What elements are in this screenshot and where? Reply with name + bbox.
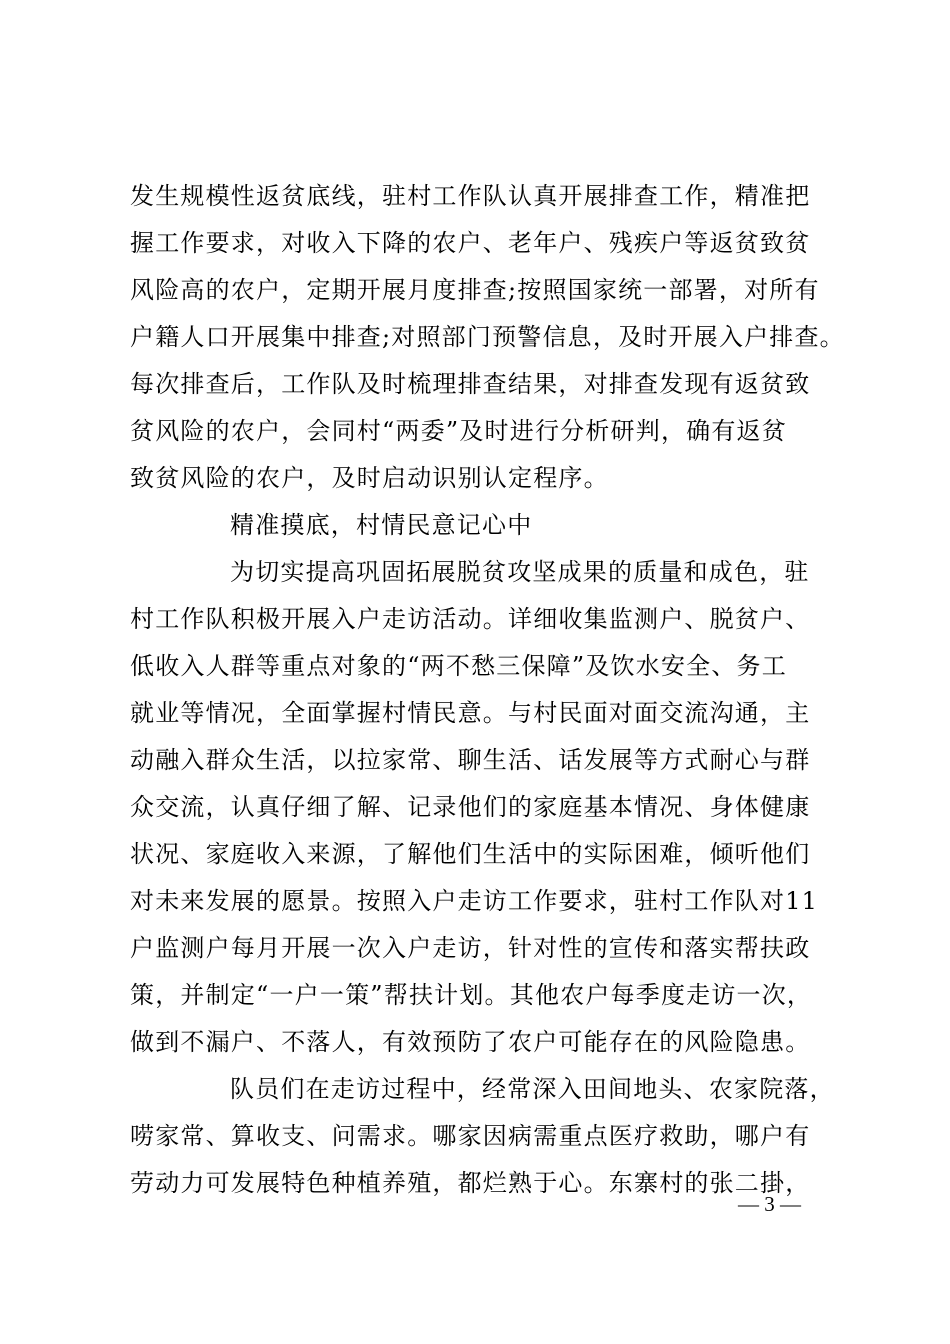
body-line-6: 贫风险的农户，会同村“两委”及时进行分析研判，确有返贫 [130, 417, 787, 445]
body-line-20: 队员们在走访过程中，经常深入田间地头、农家院落， [230, 1075, 835, 1103]
body-line-7: 致贫风险的农户，及时启动识别认定程序。 [130, 464, 609, 492]
body-line-5: 每次排查后，工作队及时梳理排查结果，对排查发现有返贫致 [130, 370, 811, 398]
body-line-18: 策，并制定“一户一策”帮扶计划。其他农户每季度走访一次， [130, 981, 813, 1009]
body-line-3: 风险高的农户，定期开展月度排查;按照国家统一部署，对所有 [130, 276, 820, 304]
body-line-16: 对未来发展的愿景。按照入户走访工作要求，驻村工作队对11 [130, 887, 819, 915]
body-line-9: 为切实提高巩固拓展脱贫攻坚成果的质量和成色，驻 [230, 558, 810, 586]
body-line-4: 户籍人口开展集中排查;对照部门预警信息，及时开展入户排查。 [130, 323, 845, 351]
body-line-21: 唠家常、算收支、问需求。哪家因病需重点医疗救助，哪户有 [130, 1122, 811, 1150]
body-line-10: 村工作队积极开展入户走访活动。详细收集监测户、脱贫户、 [130, 605, 811, 633]
body-line-17: 户监测户每月开展一次入户走访，针对性的宣传和落实帮扶政 [130, 934, 811, 962]
section-heading: 精准摸底，村情民意记心中 [230, 511, 533, 539]
body-line-19: 做到不漏户、不落人，有效预防了农户可能存在的风险隐患。 [130, 1028, 811, 1056]
body-line-15: 状况、家庭收入来源，了解他们生活中的实际困难，倾听他们 [130, 840, 811, 868]
page-number: — 3 — [738, 1192, 801, 1216]
body-line-11: 低收入人群等重点对象的“两不愁三保障”及饮水安全、务工 [130, 652, 787, 680]
body-line-1: 发生规模性返贫底线，驻村工作队认真开展排查工作，精准把 [130, 182, 811, 210]
body-line-22: 劳动力可发展特色种植养殖，都烂熟于心。东寨村的张二掛， [130, 1169, 811, 1197]
body-line-14: 众交流，认真仔细了解、记录他们的家庭基本情况、身体健康 [130, 793, 811, 821]
body-line-2: 握工作要求，对收入下降的农户、老年户、残疾户等返贫致贫 [130, 229, 811, 257]
body-line-12: 就业等情况，全面掌握村情民意。与村民面对面交流沟通，主 [130, 699, 811, 727]
body-line-13: 动融入群众生活，以拉家常、聊生活、话发展等方式耐心与群 [130, 746, 811, 774]
